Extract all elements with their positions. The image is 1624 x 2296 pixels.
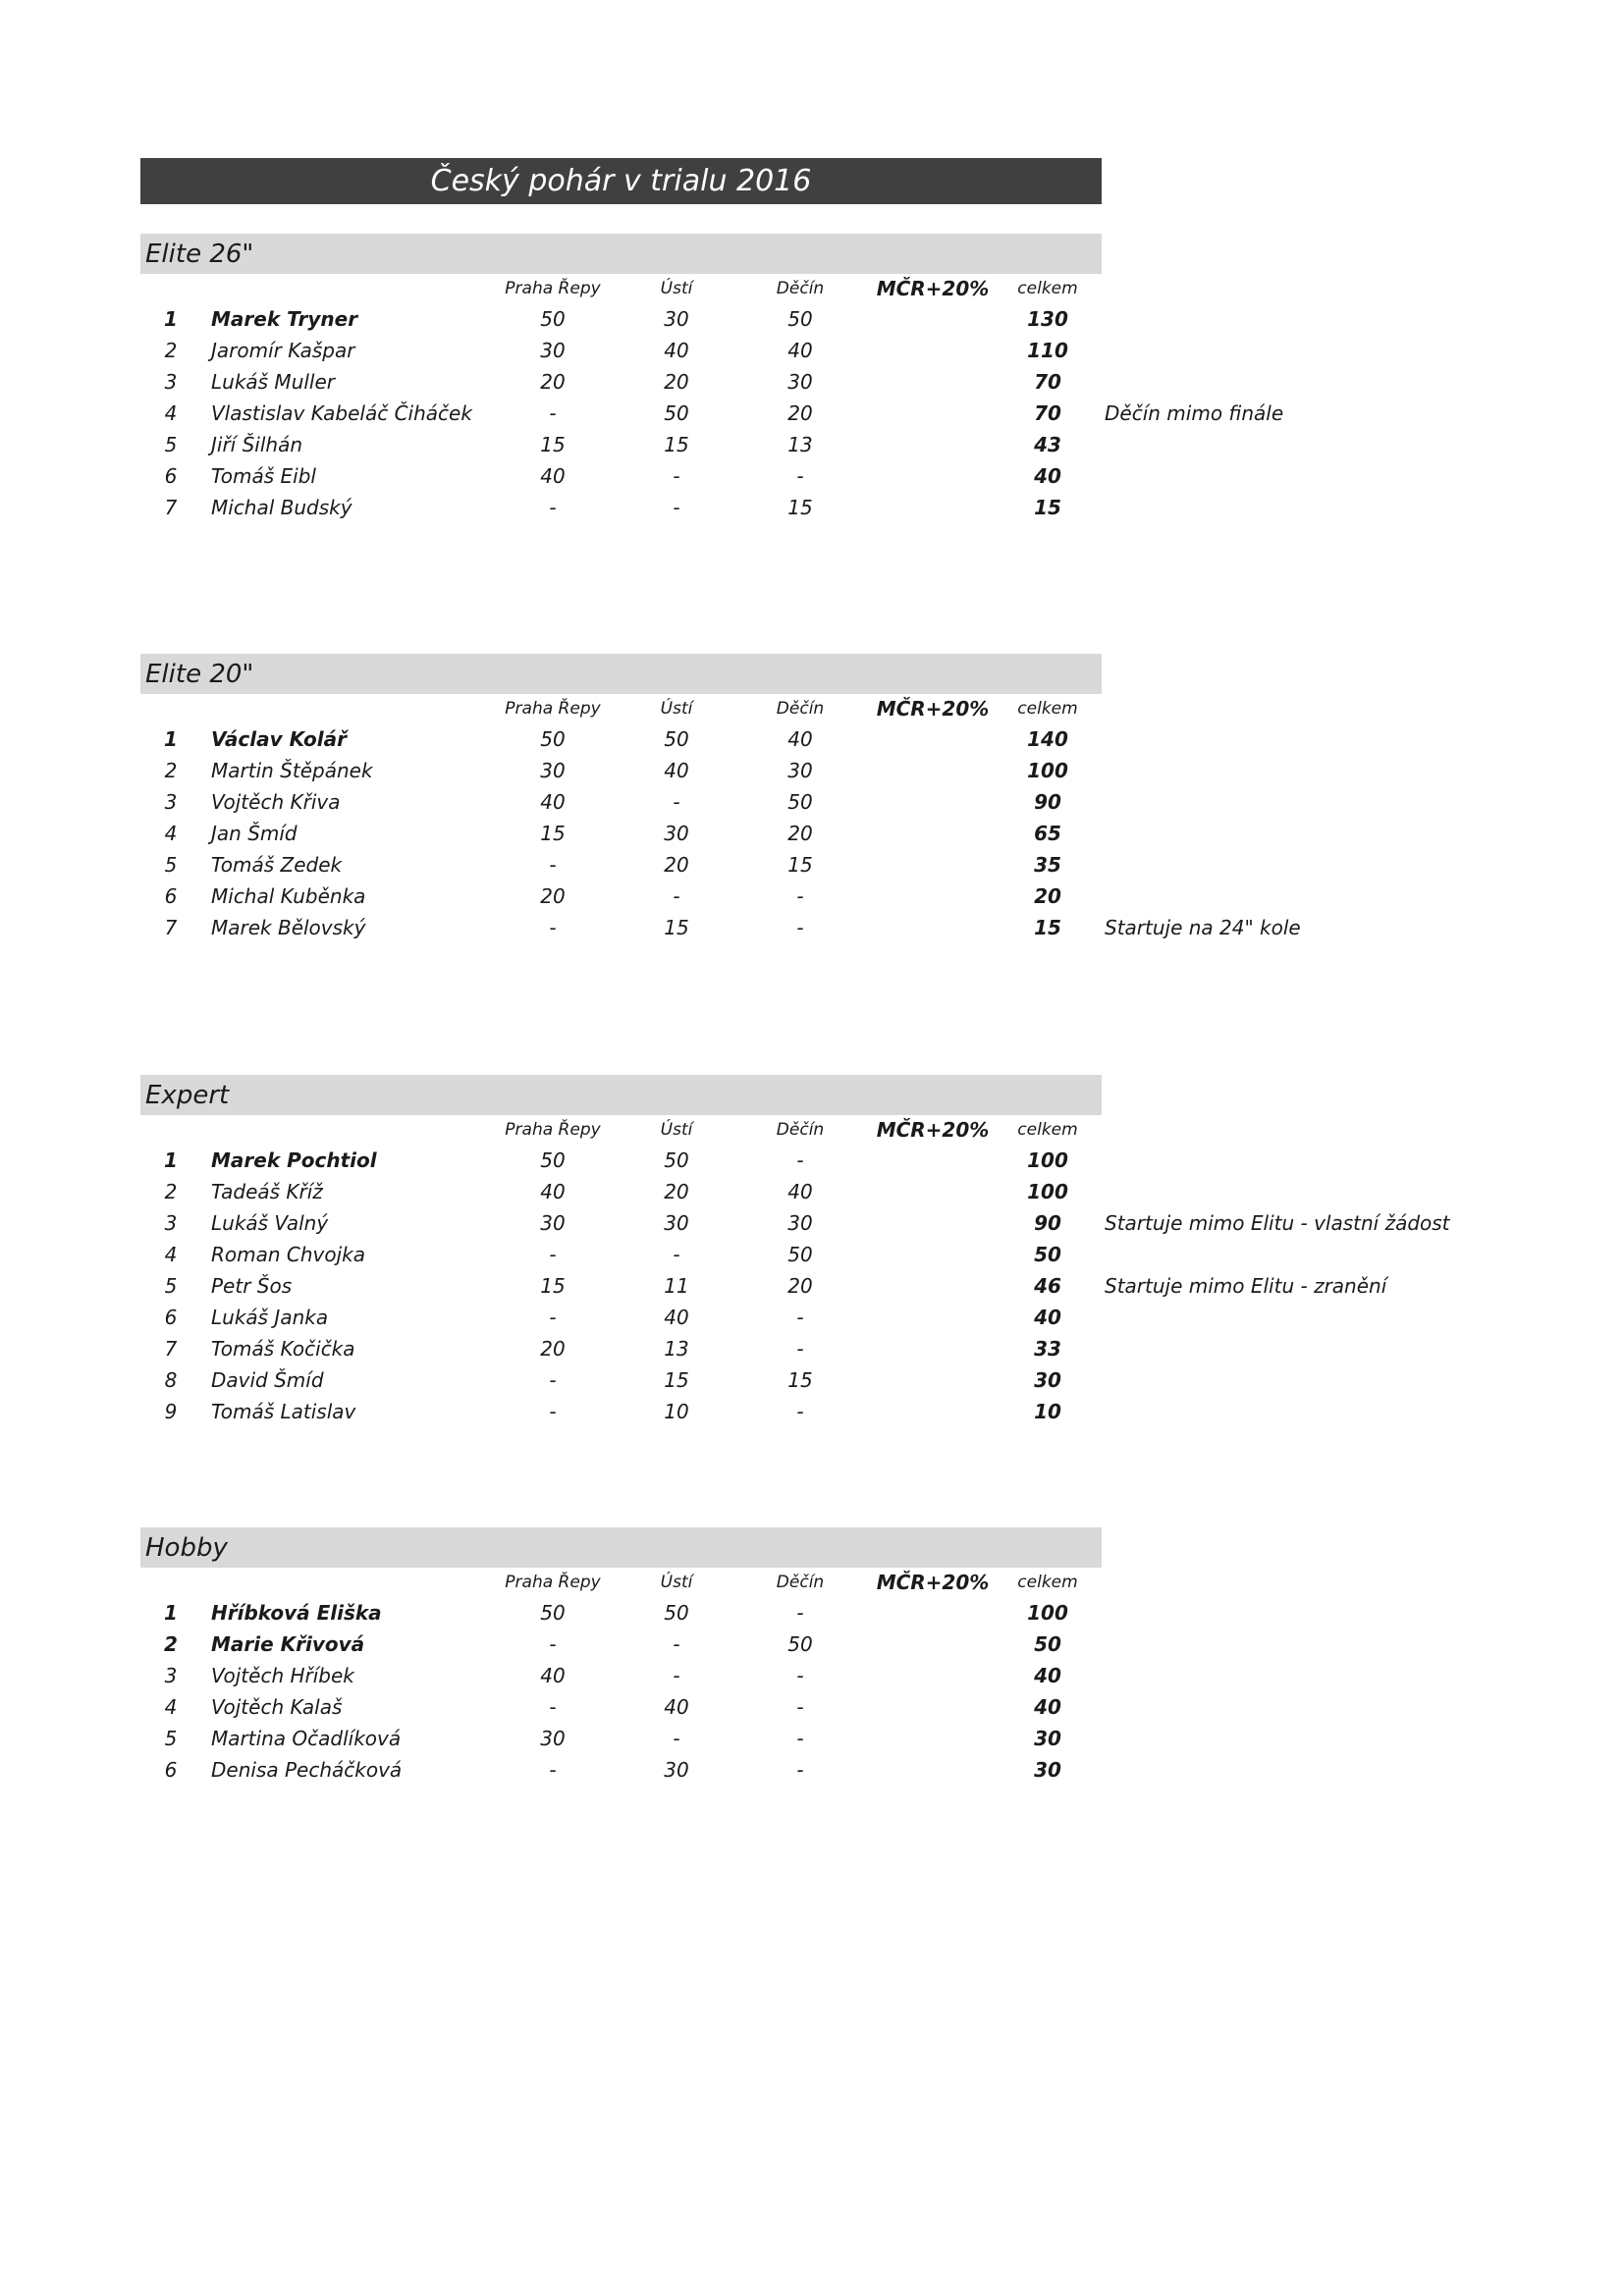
column-header-row [140,694,1613,723]
score-decin: - [796,884,804,908]
table-row [140,1754,1613,1786]
score-decin: 20 [787,401,813,425]
rider-name: Marie Křivová [211,1632,365,1656]
score-praha: - [549,1695,557,1719]
score-praha: 15 [540,1274,566,1298]
score-usti: - [673,1664,680,1687]
row-note: Startuje mimo Elitu - vlastní žádost [1105,1211,1450,1235]
score-usti: 30 [664,1211,689,1235]
score-usti: 50 [664,401,689,425]
score-praha: - [549,1306,557,1329]
score-usti: 40 [664,1695,689,1719]
rank-cell: 3 [164,1664,178,1687]
document-title: Český pohár v trialu 2016 [140,158,1102,204]
rank-cell: 9 [164,1400,178,1423]
rider-name: Jiří Šilhán [211,433,303,456]
column-header-usti: Ústí [660,1573,693,1592]
score-usti: 30 [664,307,689,331]
score-total: 30 [1034,1727,1061,1750]
rank-cell: 4 [164,401,178,425]
rider-name: Jaromír Kašpar [211,339,355,362]
score-usti: 15 [664,1368,689,1392]
score-usti: 15 [664,916,689,939]
rider-name: Václav Kolář [211,727,347,751]
score-usti: - [673,1243,680,1266]
table-row [140,1723,1613,1754]
score-decin: 50 [787,307,813,331]
score-praha: 40 [540,1664,566,1687]
section-hobby [140,1527,1613,1786]
rider-name: Michal Budský [211,496,352,519]
rider-name: Tomáš Eibl [211,464,316,488]
score-usti: 10 [664,1400,689,1423]
rider-name: Vojtěch Kalaš [211,1695,343,1719]
column-header-total: celkem [1017,1573,1078,1592]
score-decin: 20 [787,822,813,845]
score-decin: 40 [787,1180,813,1203]
score-decin: - [796,1306,804,1329]
score-decin: 50 [787,1243,813,1266]
rank-cell: 1 [164,1601,178,1625]
score-total: 100 [1027,759,1068,782]
score-total: 100 [1027,1601,1068,1625]
rider-name: Hříbková Eliška [211,1601,382,1625]
score-decin: - [796,1758,804,1782]
table-row [140,755,1613,786]
table-row [140,1239,1613,1270]
score-praha: 50 [540,1148,566,1172]
column-header-decin: Děčín [776,699,825,719]
rank-cell: 1 [164,307,178,331]
table-row [140,1629,1613,1660]
table-row [140,1333,1613,1364]
score-praha: - [549,853,557,877]
table-row [140,1302,1613,1333]
rank-cell: 2 [164,759,178,782]
score-praha: - [549,1758,557,1782]
column-header-usti: Ústí [660,699,693,719]
score-total: 33 [1034,1337,1061,1361]
score-total: 100 [1027,1148,1068,1172]
score-total: 50 [1034,1243,1061,1266]
score-usti: 40 [664,1306,689,1329]
score-total: 15 [1034,496,1061,519]
score-total: 90 [1034,1211,1061,1235]
score-decin: - [796,1601,804,1625]
score-praha: 20 [540,1337,566,1361]
rank-cell: 2 [164,339,178,362]
score-praha: 40 [540,464,566,488]
score-decin: 30 [787,1211,813,1235]
rider-name: Lukáš Muller [211,370,336,394]
score-decin: 20 [787,1274,813,1298]
column-header-praha: Praha Řepy [505,1573,601,1592]
column-header-praha: Praha Řepy [505,699,601,719]
rank-cell: 8 [164,1368,178,1392]
score-usti: 20 [664,1180,689,1203]
rank-cell: 3 [164,370,178,394]
table-row [140,818,1613,849]
score-praha: 40 [540,1180,566,1203]
rider-name: Lukáš Valný [211,1211,329,1235]
rider-name: Roman Chvojka [211,1243,366,1266]
column-header-decin: Děčín [776,1573,825,1592]
column-header-praha: Praha Řepy [505,279,601,298]
score-usti: 40 [664,759,689,782]
score-usti: - [673,496,680,519]
rank-cell: 6 [164,1306,178,1329]
score-praha: 30 [540,1211,566,1235]
score-usti: - [673,464,680,488]
column-header-total: celkem [1017,699,1078,719]
rider-name: Tadeáš Kříž [211,1180,323,1203]
table-row [140,881,1613,912]
score-total: 130 [1027,307,1068,331]
rank-cell: 4 [164,1695,178,1719]
column-header-row [140,274,1613,303]
table-row [140,1597,1613,1629]
rank-cell: 5 [164,433,178,456]
rider-name: Marek Pochtiol [211,1148,377,1172]
column-header-mcr: MČR+20% [876,697,990,721]
score-usti: 30 [664,822,689,845]
column-header-mcr: MČR+20% [876,1118,990,1142]
rider-name: Vojtěch Křiva [211,790,341,814]
table-row [140,492,1613,523]
section-elite-26 [140,234,1613,523]
rank-cell: 4 [164,1243,178,1266]
score-total: 30 [1034,1368,1061,1392]
rider-name: Martin Štěpánek [211,759,373,782]
rank-cell: 6 [164,1758,178,1782]
score-total: 70 [1034,401,1061,425]
table-row [140,398,1613,429]
score-praha: 30 [540,759,566,782]
category-heading: Expert [140,1075,1102,1115]
table-row [140,1270,1613,1302]
score-decin: 15 [787,853,813,877]
rider-name: Marek Tryner [211,307,358,331]
row-note: Děčín mimo finále [1105,401,1284,425]
row-note: Startuje na 24" kole [1105,916,1301,939]
score-total: 40 [1034,1695,1061,1719]
score-usti: 20 [664,370,689,394]
table-row [140,786,1613,818]
score-total: 90 [1034,790,1061,814]
score-decin: - [796,1400,804,1423]
rank-cell: 7 [164,496,178,519]
score-decin: - [796,1727,804,1750]
score-praha: - [549,1400,557,1423]
score-praha: 50 [540,1601,566,1625]
score-decin: - [796,464,804,488]
column-header-usti: Ústí [660,1120,693,1140]
column-header-row [140,1568,1613,1597]
score-praha: - [549,1243,557,1266]
section-expert [140,1075,1613,1427]
score-praha: - [549,496,557,519]
rank-cell: 7 [164,916,178,939]
score-total: 30 [1034,1758,1061,1782]
score-total: 50 [1034,1632,1061,1656]
score-praha: 50 [540,307,566,331]
score-decin: 40 [787,727,813,751]
score-total: 43 [1034,433,1061,456]
rank-cell: 1 [164,1148,178,1172]
rank-cell: 1 [164,727,178,751]
table-row [140,335,1613,366]
rider-name: David Šmíd [211,1368,324,1392]
score-decin: 30 [787,759,813,782]
score-total: 40 [1034,1664,1061,1687]
table-row [140,723,1613,755]
column-header-usti: Ústí [660,279,693,298]
score-total: 10 [1034,1400,1061,1423]
table-row [140,1364,1613,1396]
section-elite-20 [140,654,1613,943]
score-praha: 20 [540,370,566,394]
rank-cell: 5 [164,1274,178,1298]
table-row [140,366,1613,398]
score-praha: 30 [540,1727,566,1750]
score-praha: 20 [540,884,566,908]
row-note: Startuje mimo Elitu - zranění [1105,1274,1387,1298]
score-decin: - [796,1664,804,1687]
category-heading: Hobby [140,1527,1102,1568]
score-total: 46 [1034,1274,1061,1298]
score-usti: 15 [664,433,689,456]
score-decin: - [796,916,804,939]
rider-name: Tomáš Kočička [211,1337,355,1361]
score-decin: - [796,1337,804,1361]
score-praha: 50 [540,727,566,751]
score-total: 140 [1027,727,1068,751]
score-praha: 15 [540,822,566,845]
score-decin: 50 [787,790,813,814]
rider-name: Martina Očadlíková [211,1727,402,1750]
rank-cell: 3 [164,1211,178,1235]
score-usti: - [673,790,680,814]
table-row [140,1691,1613,1723]
rider-name: Vlastislav Kabeláč Čiháček [211,401,472,425]
column-header-mcr: MČR+20% [876,277,990,300]
table-row [140,849,1613,881]
rank-cell: 7 [164,1337,178,1361]
score-usti: - [673,1727,680,1750]
score-praha: 40 [540,790,566,814]
score-usti: 30 [664,1758,689,1782]
rider-name: Tomáš Zedek [211,853,343,877]
rider-name: Vojtěch Hříbek [211,1664,354,1687]
rider-name: Michal Kuběnka [211,884,366,908]
rider-name: Denisa Pecháčková [211,1758,403,1782]
rider-name: Lukáš Janka [211,1306,329,1329]
table-row [140,1207,1613,1239]
score-decin: 15 [787,1368,813,1392]
column-header-decin: Děčín [776,279,825,298]
table-row [140,429,1613,460]
rider-name: Marek Bělovský [211,916,366,939]
table-row [140,912,1613,943]
score-total: 20 [1034,884,1061,908]
score-praha: 15 [540,433,566,456]
score-total: 35 [1034,853,1061,877]
rank-cell: 6 [164,464,178,488]
score-total: 65 [1034,822,1061,845]
rank-cell: 2 [164,1632,178,1656]
score-usti: 50 [664,1601,689,1625]
column-header-row [140,1115,1613,1145]
category-heading: Elite 20" [140,654,1102,694]
score-decin: 30 [787,370,813,394]
column-header-praha: Praha Řepy [505,1120,601,1140]
score-usti: - [673,1632,680,1656]
score-total: 40 [1034,464,1061,488]
score-total: 110 [1027,339,1068,362]
table-row [140,1660,1613,1691]
rank-cell: 5 [164,853,178,877]
score-praha: - [549,916,557,939]
score-praha: - [549,401,557,425]
rank-cell: 6 [164,884,178,908]
score-usti: 13 [664,1337,689,1361]
column-header-total: celkem [1017,1120,1078,1140]
rider-name: Tomáš Latislav [211,1400,356,1423]
table-row [140,303,1613,335]
rank-cell: 5 [164,1727,178,1750]
table-row [140,1176,1613,1207]
score-usti: - [673,884,680,908]
score-total: 15 [1034,916,1061,939]
score-usti: 11 [664,1274,689,1298]
table-row [140,1145,1613,1176]
score-decin: 15 [787,496,813,519]
table-row [140,460,1613,492]
score-decin: 40 [787,339,813,362]
rank-cell: 3 [164,790,178,814]
column-header-mcr: MČR+20% [876,1571,990,1594]
rider-name: Jan Šmíd [211,822,298,845]
column-header-decin: Děčín [776,1120,825,1140]
score-usti: 40 [664,339,689,362]
rank-cell: 2 [164,1180,178,1203]
column-header-total: celkem [1017,279,1078,298]
table-row [140,1396,1613,1427]
score-total: 70 [1034,370,1061,394]
rank-cell: 4 [164,822,178,845]
score-decin: 13 [787,433,813,456]
rider-name: Petr Šos [211,1274,293,1298]
score-usti: 50 [664,727,689,751]
score-total: 40 [1034,1306,1061,1329]
score-praha: - [549,1632,557,1656]
score-total: 100 [1027,1180,1068,1203]
score-decin: - [796,1695,804,1719]
score-praha: - [549,1368,557,1392]
score-decin: 50 [787,1632,813,1656]
score-praha: 30 [540,339,566,362]
score-usti: 20 [664,853,689,877]
category-heading: Elite 26" [140,234,1102,274]
score-usti: 50 [664,1148,689,1172]
score-decin: - [796,1148,804,1172]
